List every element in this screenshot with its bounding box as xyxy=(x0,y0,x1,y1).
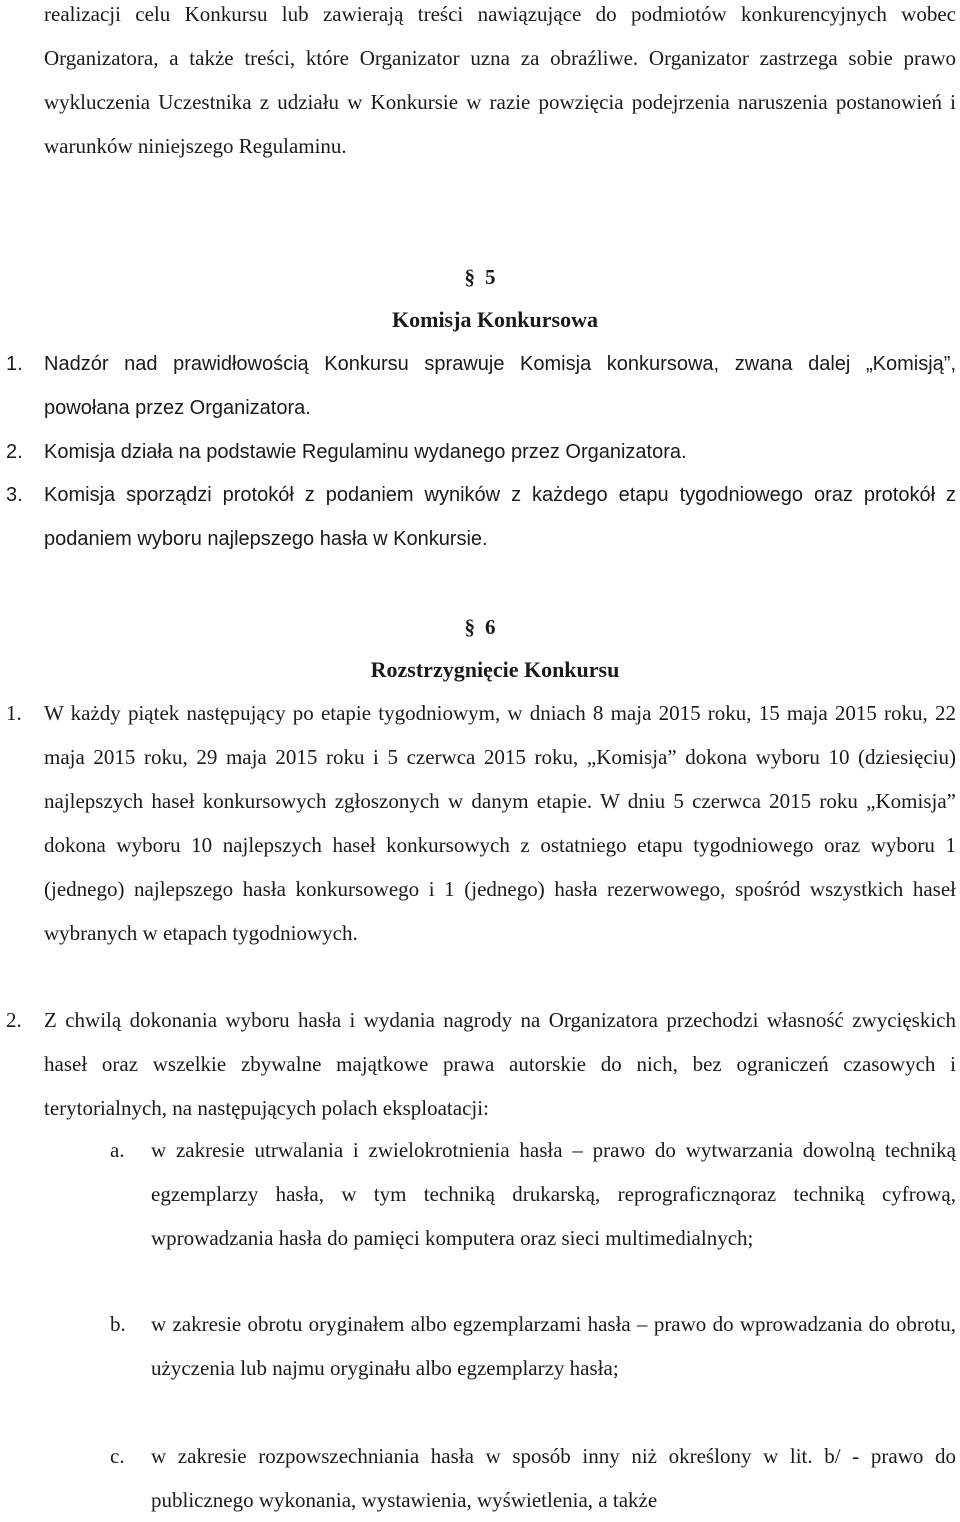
section-6-item-2 xyxy=(0,998,956,1130)
subitem-letter: c. xyxy=(110,1444,125,1468)
section-5-title: Komisja Konkursowa xyxy=(392,307,598,332)
section-5-item-1 xyxy=(0,342,956,430)
section-number: 6 xyxy=(485,615,496,639)
item-number: 3. xyxy=(6,484,23,506)
section-number: 5 xyxy=(485,265,496,289)
section-sign-symbol: § xyxy=(464,265,475,289)
subitem-b xyxy=(110,1302,956,1390)
subitem-text: w zakresie rozpowszechniania hasła w sposób inny niż określony w lit. b/ - prawo do publicznego wykonania, wystawienia, wyświetlenia, a także xyxy=(151,1444,956,1512)
item-number: 1. xyxy=(6,353,23,375)
section-sign-symbol: § xyxy=(464,615,475,639)
item-text: W każdy piątek następujący po etapie tygodniowym, w dniach 8 maja 2015 roku, 15 maja 2015 roku, 22 maja 2015 roku, 29 maja 2015 roku i 5 czerwca 2015 roku, „Komisja” dokona wyboru 10 (dziesięciu) najlepszych haseł konkursowych zgłoszonych w danym etapie. W dniu 5 czerwca 2015 roku „Komisja” dokona wyboru 10 najlepszych haseł konkursowych z ostatniego etapu tygodniowego oraz wyboru 1 (jednego) najlepszego hasła konkursowego i 1 (jednego) hasła rezerwowego, spośród wszystkich haseł wybranych w etapach tygodniowych. xyxy=(44,701,956,945)
section-6-heading xyxy=(0,612,960,642)
subitem-c xyxy=(110,1434,956,1522)
subitem-letter: a. xyxy=(110,1138,125,1162)
section-6-item-1 xyxy=(0,691,956,955)
item-number: 1. xyxy=(6,701,22,725)
section-5-item-2 xyxy=(0,430,956,474)
section-5-item-3 xyxy=(0,473,956,561)
subitem-text: w zakresie obrotu oryginałem albo egzemplarzami hasła – prawo do wprowadzania do obrotu, użyczenia lub najmu oryginału albo egzemplarzy hasła; xyxy=(151,1312,956,1380)
section-6-title: Rozstrzygnięcie Konkursu xyxy=(370,657,620,682)
subitem-text: w zakresie utrwalania i zwielokrotnienia hasła – prawo do wytwarzania dowolną techniką egzemplarzy hasła, w tym techniką drukarską, reprograficznąoraz techniką cyfrową, wprowadzania hasła do pamięci komputera oraz sieci multimedialnych; xyxy=(151,1138,956,1250)
subitem-letter: b. xyxy=(110,1312,126,1336)
item-text: Nadzór nad prawidłowością Konkursu sprawuje Komisja konkursowa, zwana dalej „Komisją”, powołana przez Organizatora. xyxy=(44,353,956,419)
item-text: Komisja działa na podstawie Regulaminu wydanego przez Organizatora. xyxy=(44,441,687,463)
intro-paragraph: realizacji celu Konkursu lub zawierają treści nawiązujące do podmiotów konkurencyjnych wobec Organizatora, a także treści, które Organizator uzna za obraźliwe. Organizator zastrzega sobie prawo wykluczenia Uczestnika z udziału w Konkursie w razie powzięcia podejrzenia naruszenia postanowień i warunków niniejszego Regulaminu. xyxy=(44,2,956,158)
item-number: 2. xyxy=(6,441,23,463)
subitem-a xyxy=(110,1128,956,1260)
item-text: Z chwilą dokonania wyboru hasła i wydania nagrody na Organizatora przechodzi własność zwycięskich haseł oraz wszelkie zbywalne majątkowe prawa autorskie do nich, bez ograniczeń czasowych i terytorialnych, na następujących polach eksploatacji: xyxy=(44,1008,956,1120)
section-5-heading xyxy=(0,262,960,292)
item-text: Komisja sporządzi protokół z podaniem wyników z każdego etapu tygodniowego oraz protokół z podaniem wyboru najlepszego hasła w Konkursie. xyxy=(44,484,956,550)
item-number: 2. xyxy=(6,1008,22,1032)
